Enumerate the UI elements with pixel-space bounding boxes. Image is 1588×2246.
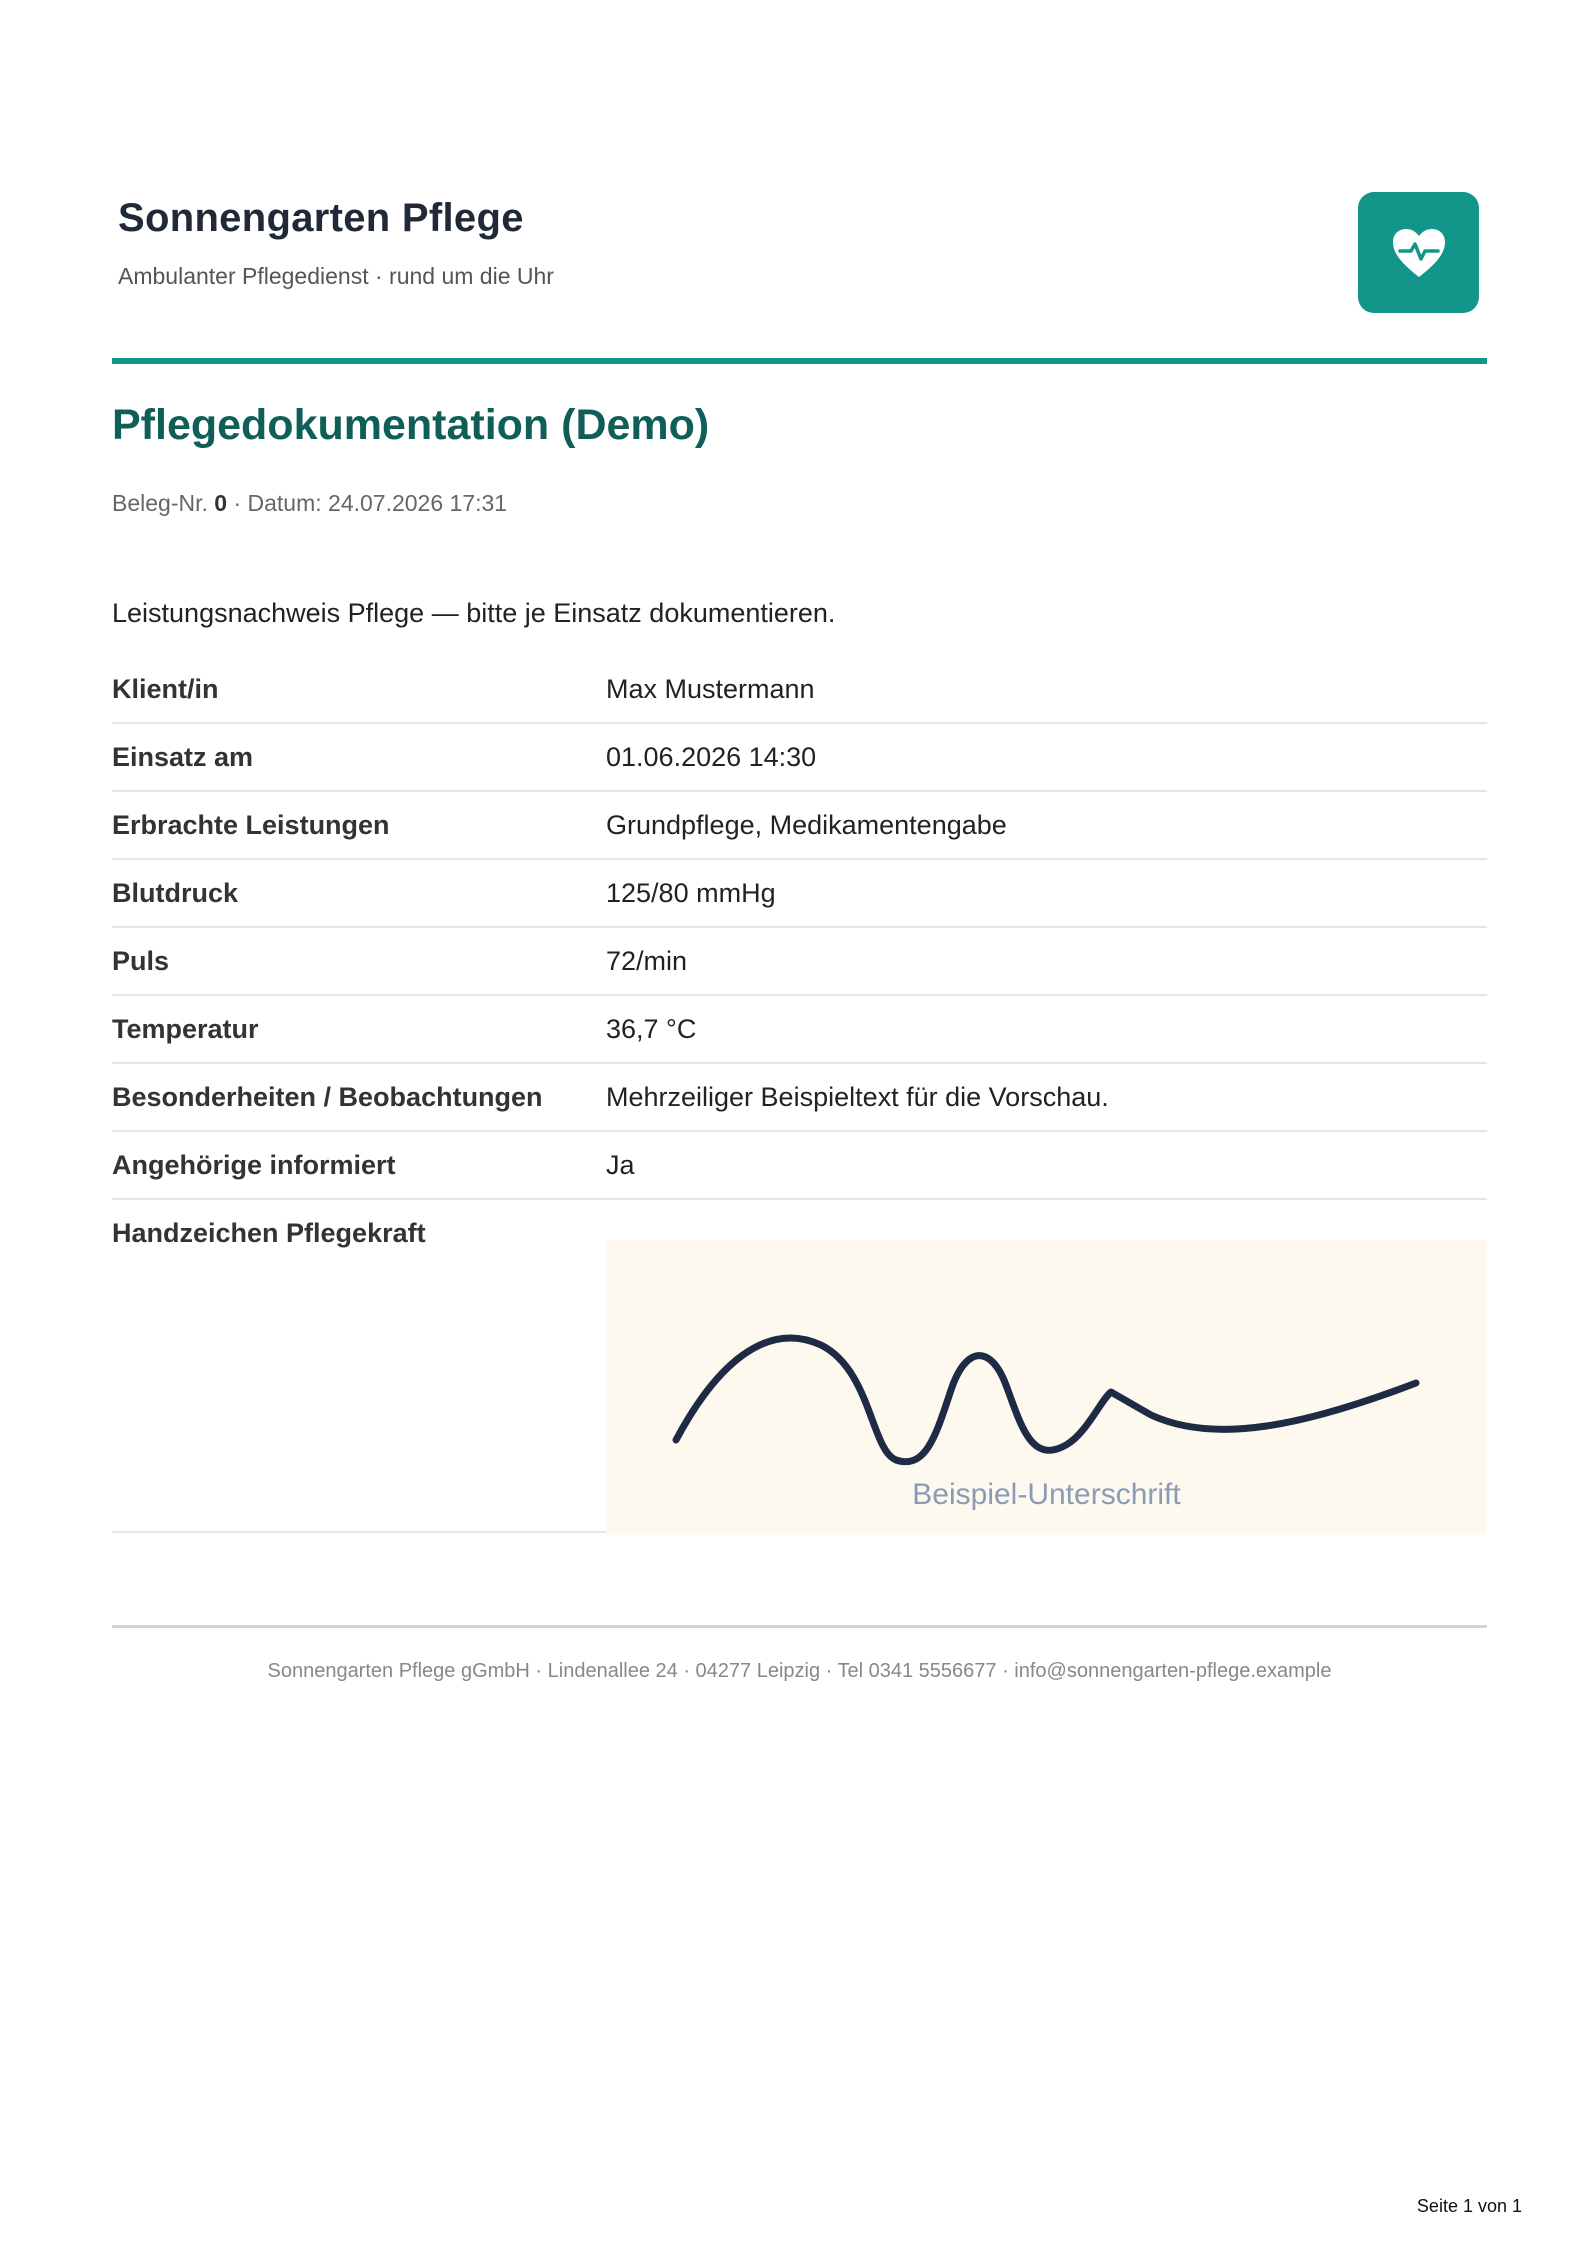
field-row-blutdruck (112, 860, 1487, 928)
receipt-number: 0 (214, 490, 228, 516)
field-row-angehoerige (112, 1132, 1487, 1200)
field-row-klient (112, 656, 1487, 724)
document-title: Pflegedokumentation (Demo) (112, 401, 710, 449)
field-label: Puls (112, 946, 170, 976)
field-value: 01.06.2026 14:30 (606, 742, 817, 772)
header-divider (112, 358, 1487, 364)
field-label: Angehörige informiert (112, 1150, 396, 1180)
signature-caption: Beispiel-Unterschrift (912, 1478, 1181, 1511)
heart-pulse-icon (1391, 227, 1447, 279)
field-value: Max Mustermann (606, 674, 815, 704)
footer-divider (112, 1625, 1487, 1628)
field-value: 72/min (606, 946, 688, 976)
field-row-leistungen (112, 792, 1487, 860)
intro-text: Leistungsnachweis Pflege — bitte je Einsatz dokumentieren. (112, 598, 836, 628)
page-number: Seite 1 von 1 (1416, 2196, 1522, 2216)
document-meta (112, 490, 507, 517)
signature-cell (606, 1200, 1487, 1531)
field-value: 36,7 °C (606, 1014, 697, 1044)
company-tagline: Ambulanter Pflegedienst · rund um die Uhr (118, 263, 554, 289)
field-label: Blutdruck (112, 878, 239, 908)
field-value: Ja (606, 1150, 635, 1180)
field-table (112, 656, 1487, 1533)
field-value: Grundpflege, Medikamentengabe (606, 810, 1007, 840)
field-row-puls (112, 928, 1487, 996)
document-date: · Datum: 24.07.2026 17:31 (233, 490, 508, 516)
field-label: Erbrachte Leistungen (112, 810, 390, 840)
field-row-temperatur (112, 996, 1487, 1064)
field-row-einsatz (112, 724, 1487, 792)
field-row-signature (112, 1200, 1487, 1533)
field-label: Einsatz am (112, 742, 254, 772)
footer-contact: Sonnengarten Pflege gGmbH · Lindenallee 24 · 04277 Leipzig · Tel 0341 5556677 · info@sonnengarten-pflege.example (267, 1660, 1332, 1682)
signature-box (606, 1240, 1487, 1535)
signature-label: Handzeichen Pflegekraft (112, 1218, 426, 1248)
receipt-label: Beleg-Nr. (112, 490, 208, 516)
company-name: Sonnengarten Pflege (118, 196, 524, 240)
field-row-besonderheiten (112, 1064, 1487, 1132)
company-logo (1358, 192, 1479, 313)
field-label: Temperatur (112, 1014, 259, 1044)
field-label: Besonderheiten / Beobachtungen (112, 1082, 543, 1112)
field-value: 125/80 mmHg (606, 878, 776, 908)
field-value: Mehrzeiliger Beispieltext für die Vorschau. (606, 1082, 1109, 1112)
field-label: Klient/in (112, 674, 219, 704)
